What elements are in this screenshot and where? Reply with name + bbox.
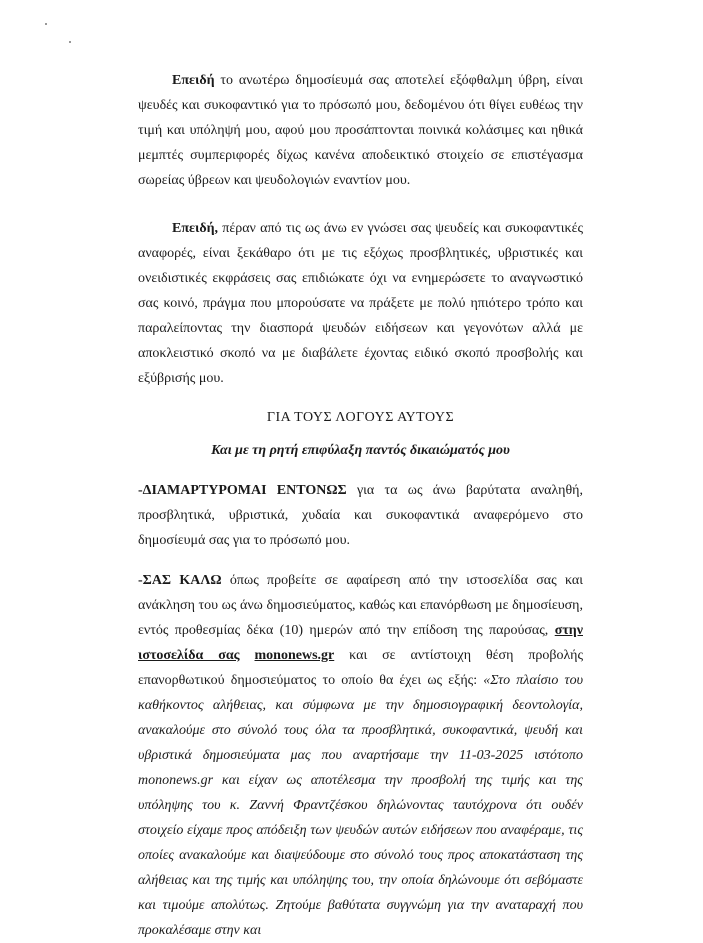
paragraph-2 <box>138 216 583 391</box>
paragraph-1 <box>138 68 583 193</box>
paragraph-1-lead: Επειδή <box>172 73 215 88</box>
paragraph-1-text: το ανωτέρω δημοσίευμά σας αποτελεί εξόφθαλμη ύβρη, είναι ψευδές και συκοφαντικό για το πρόσωπό μου, δεδομένου ότι θίγει ευθέως την τιμή και υπόληψή μου, αφού μου προσάπτονται ποινικά κολάσιμες και ηθικά μεμπτές συμπεριφορές δίχως κανένα αποδεικτικό στοιχείο σε επιστέγασμα σωρείας ύβρεων και ψευδολογιών εναντίον μου. <box>138 73 583 188</box>
scan-speck <box>45 23 47 25</box>
paragraph-3-lead: -ΔΙΑΜΑΡΤΥΡΟΜΑΙ ΕΝΤΟΝΩΣ <box>138 483 347 498</box>
paragraph-4-text: όπως προβείτε σε αφαίρεση από την ιστοσελίδα σας και ανάκληση του ως άνω δημοσιεύματος, καθώς και επανόρθωση με δημοσίευση, εντός προθεσμίας δέκα (10) ημερών από την επίδοση της παρούσας, <box>138 573 584 638</box>
section-subheading: Και με τη ρητή επιφύλαξη παντός δικαιώματός μου <box>211 443 510 458</box>
correction-quote: «Στο πλαίσιο του καθήκοντος αλήθειας, και σύμφωνα με την δημοσιογραφική δεοντολογία, ανακαλούμε στο σύνολό τους όλα τα προσβλητικά, συκοφαντικά, ψευδή και υβριστικά δημοσιεύματα μας που αναρτήσαμε την 11-03-2025 ιστότοπο mononews.gr και είχαν ως αποτέλεσμα την προσβολή της τιμής και της υπόληψης του κ. Ζαννή Φραντζέσκου δηλώνοντας ταυτόχρονα ότι ουδέν στοιχείο είχαμε προς απόδειξη των ψευδών αυτών ειδήσεων που αναφέραμε, τις οποίες ανακαλούμε και διαψεύδουμε στο σύνολό τους προς αποκατάσταση της αλήθειας και της τιμής και υπόληψης του, την οποία δηλώνουμε ότι σεβόμαστε και τιμούμε απολύτως. Ζητούμε βαθύτατα συγγνώμη για την αναταραχή που προκαλέσαμε στην και <box>138 673 583 938</box>
section-heading: ΓΙΑ ΤΟΥΣ ΛΟΓΟΥΣ ΑΥΤΟΥΣ <box>266 410 455 425</box>
paragraph-3-text: για τα ως άνω βαρύτατα αναληθή, προσβλητικά, υβριστικά, χυδαία και συκοφαντικά αναφερόμενο στο δημοσίευμά σας για το πρόσωπό μου. <box>138 483 583 548</box>
website-domain-link: mononews.gr <box>254 648 335 663</box>
paragraph-2-lead: Επειδή, <box>172 221 219 236</box>
paragraph-4-lead: -ΣΑΣ ΚΑΛΩ <box>138 573 222 588</box>
document-body <box>138 68 583 943</box>
paragraph-4 <box>138 568 583 943</box>
scan-speck <box>69 41 71 43</box>
paragraph-3 <box>138 478 583 553</box>
website-link-label: στην ιστοσελίδα σας <box>138 623 583 663</box>
paragraph-4-text-2: και σε αντίστοιχη θέση προβολής επανορθωτικού δημοσιεύματος το οποίο θα έχει ως εξής: <box>138 648 584 688</box>
paragraph-2-text: πέραν από τις ως άνω εν γνώσει σας ψευδείς και συκοφαντικές αναφορές, είναι ξεκάθαρο ότι με τις εξόχως προσβλητικές, υβριστικές και ονειδιστικές εκφράσεις σας επιδιώκατε όχι να ενημερώσετε το αναγνωστικό σας κοινό, πράγμα που μπορούσατε να πράξετε με πολύ ηπιότερο τρόπο και παραλείποντας την διασπορά ψευδών ειδήσεων και γεγονότων αλλά με αποκλειστικό σκοπό να με διαβάλετε έχοντας ειδικό σκοπό προσβολής και εξύβρισής μου. <box>138 221 583 386</box>
